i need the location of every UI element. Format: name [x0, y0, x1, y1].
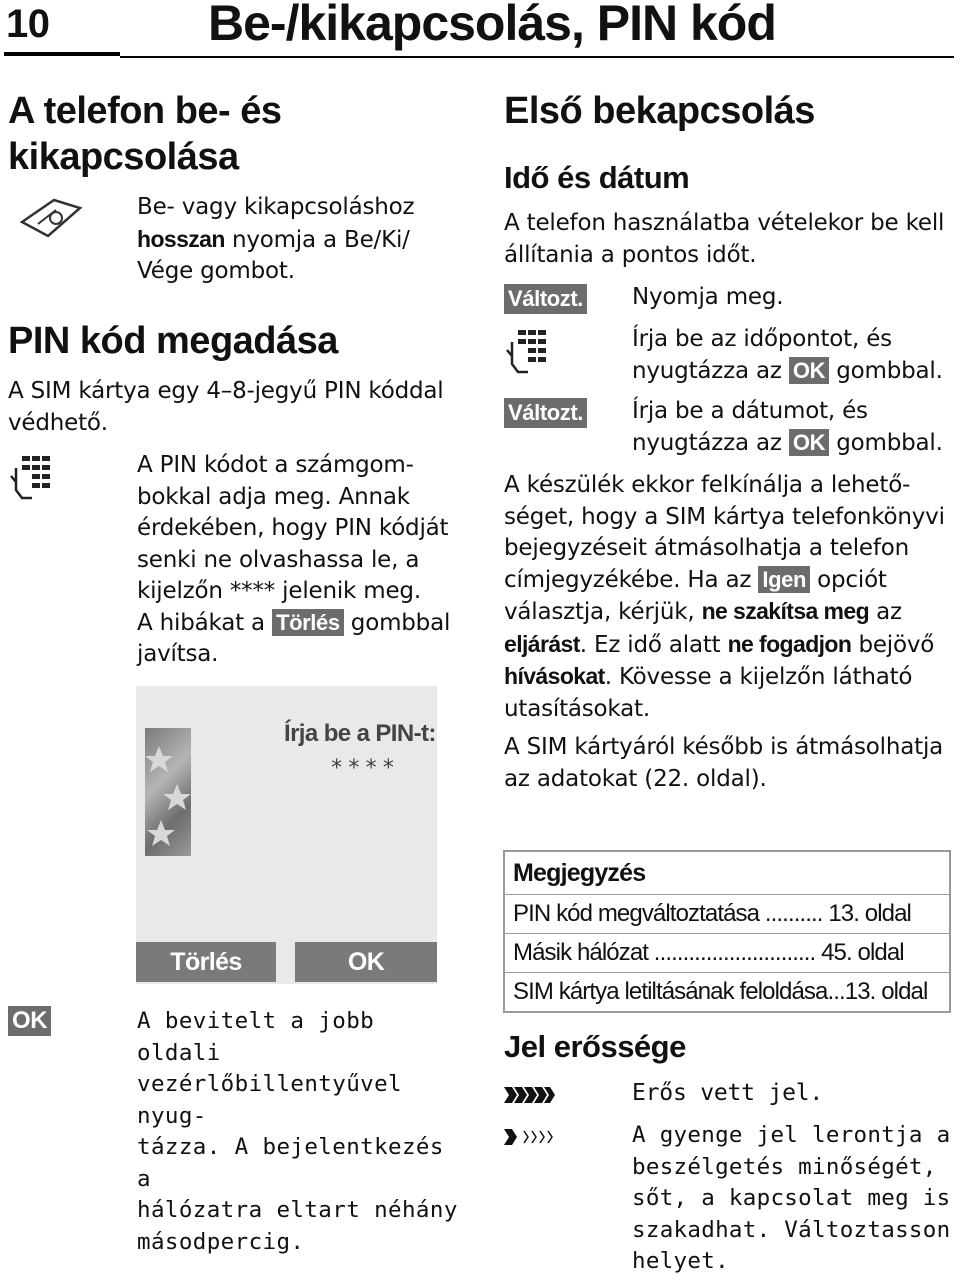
note-row: PIN kód megváltoztatása .......... 13. oldal: [505, 894, 949, 933]
note-row: SIM kártya letiltásának feloldása...13. oldal: [505, 972, 949, 1011]
note-box: [503, 850, 951, 1013]
keypad-icon: [504, 328, 550, 376]
subtitle-time-date: Idő és dátum: [504, 160, 690, 195]
softkey-ok[interactable]: OK: [295, 942, 437, 982]
signal-weak-icon: [504, 1126, 556, 1148]
igen-key-label: Igen: [758, 566, 810, 593]
section-title-pin: PIN kód megadása: [8, 320, 338, 362]
torles-key-label: Törlés: [272, 609, 344, 636]
valtozt-key-label-2: Változt.: [504, 398, 587, 428]
softkey-torles[interactable]: Törlés: [136, 942, 276, 982]
power-key-icon: [18, 196, 84, 242]
header-rule-right: [120, 56, 954, 58]
section-title-power: A telefon be- és kikapcsolása: [8, 90, 282, 178]
keypad-icon: [8, 454, 54, 502]
pin-intro: A SIM kártya egy 4–8-jegyű PIN kóddal védhető.: [8, 378, 444, 436]
page-number: 10: [6, 2, 50, 46]
valtozt-key-label-1: Változt.: [504, 284, 587, 314]
ok-key-label: OK: [789, 429, 829, 456]
step1-text: Nyomja meg.: [632, 284, 784, 310]
time-intro: A telefon használatba vételekor be kell állítania a pontos időt.: [504, 210, 945, 268]
signal-strong-text: Erős vett jel.: [632, 1080, 824, 1106]
step3-text: Írja be a dátumot, és nyugtázza az OK gombbal.: [632, 398, 943, 456]
page-title: Be-/kikapcsolás, PIN kód: [208, 0, 776, 51]
signal-weak-text: A gyenge jel lerontja a beszélgetés minőségét, sőt, a kapcsolat meg is szakadhat. Változtasson helyet.: [632, 1122, 951, 1274]
header-rule-left: [4, 52, 120, 56]
step2-text: Írja be az időpontot, és nyugtázza az OK gombbal.: [632, 326, 943, 384]
wallpaper-image: [145, 728, 191, 856]
ok-key-label: OK: [8, 1006, 51, 1036]
power-instructions: Be- vagy kikapcsoláshoz hosszan nyomja a Be/Ki/ Vége gombot.: [137, 194, 415, 284]
phone-screen: [136, 686, 437, 984]
pin-prompt: Írja be a PIN-t:: [284, 720, 436, 747]
note-title: Megjegyzés: [513, 859, 646, 887]
section-title-signal: Jel erőssége: [504, 1029, 686, 1064]
copy-later-paragraph: A SIM kártyáról később is átmásolhatja az adatokat (22. oldal).: [504, 734, 944, 792]
section-title-first-start: Első bekapcsolás: [504, 90, 815, 132]
ok-instructions: A bevitelt a jobb oldali vezérlőbillentyűvel nyug- tázza. A bejelentkezés a hálózatra eltart néhány másodpercig.: [137, 1008, 458, 1255]
signal-strong-icon: [504, 1084, 556, 1106]
ok-key-label: OK: [789, 357, 829, 384]
pin-instructions: A PIN kódot a számgom- bokkal adja meg. Annak érdekében, hogy PIN kódját senki ne olvashassa le, a kijelzőn **** jelenik meg. A hibákat a Törlés gombbal javítsa.: [137, 452, 451, 667]
note-row: Másik hálózat ............................ 45. oldal: [505, 933, 949, 972]
pin-masked: ****: [330, 756, 399, 781]
stars-icon: [145, 728, 191, 856]
copy-contacts-paragraph: A készülék ekkor felkínálja a lehető- séget, hogy a SIM kártya telefonkönyvi bejegyzéseit átmásolhatja a telefon címjegyzékébe. Ha az Igen opciót választja, kérjük, ne szakítsa meg az eljárást. Ez idő alatt ne fogadjon bejövő hívásokat. Kövesse a kijelzőn látható utasításokat.: [504, 472, 945, 722]
